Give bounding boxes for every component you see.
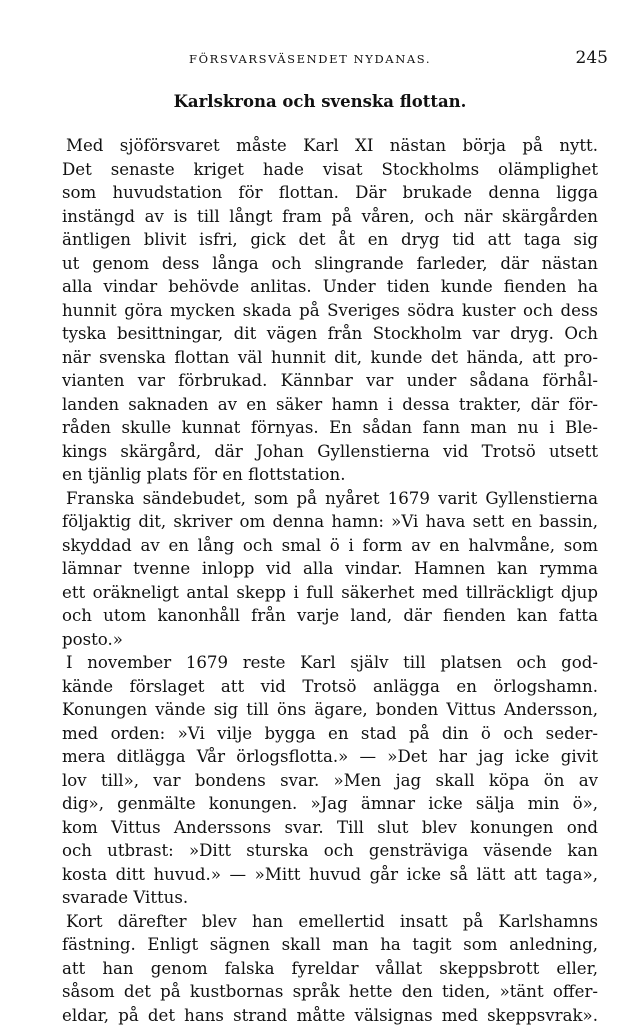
text-line: Konungen vände sig till öns ägare, bonden Vittus Andersson, — [62, 698, 598, 722]
text-line: Med sjöförsvaret måste Karl XI nästan börja på nytt. — [62, 134, 598, 158]
page-header — [60, 48, 608, 72]
text-line: en tjänlig plats för en flottstation. — [62, 463, 598, 487]
text-line: svarade Vittus. — [62, 886, 598, 910]
text-line: med orden: »Vi vilje bygga en stad på din ö och seder- — [62, 722, 598, 746]
text-line: råden skulle kunnat förnyas. En sådan fann man nu i Ble- — [62, 416, 598, 440]
text-line: posto.» — [62, 628, 598, 652]
text-line: ut genom dess långa och slingrande farleder, där nästan — [62, 252, 598, 276]
page-number: 245 — [576, 48, 608, 68]
running-title: FÖRSVARSVÄSENDET NYDANAS. — [189, 52, 431, 66]
text-line: och utom kanonhåll från varje land, där fienden kan fatta — [62, 604, 598, 628]
text-line: landen saknaden av en säker hamn i dessa trakter, där för- — [62, 393, 598, 417]
text-line: Kort därefter blev han emellertid insatt på Karlshamns — [62, 910, 598, 934]
text-line: hunnit göra mycken skada på Sveriges södra kuster och dess — [62, 299, 598, 323]
text-line: kände förslaget att vid Trotsö anlägga en örlogshamn. — [62, 675, 598, 699]
text-line: eldar, på det hans strand måtte välsignas med skeppsvrak». — [62, 1004, 598, 1027]
text-line: och utbrast: »Ditt sturska och gensträviga väsende kan — [62, 839, 598, 863]
text-line: fästning. Enligt sägnen skall man ha tagit som anledning, — [62, 933, 598, 957]
text-line: instängd av is till långt fram på våren, och när skärgården — [62, 205, 598, 229]
text-line: I november 1679 reste Karl själv till platsen och god- — [62, 651, 598, 675]
text-line: ett oräkneligt antal skepp i full säkerhet med tillräckligt djup — [62, 581, 598, 605]
text-line: när svenska flottan väl hunnit dit, kunde det hända, att pro- — [62, 346, 598, 370]
text-line: lov till», var bondens svar. »Men jag skall köpa ön av — [62, 769, 598, 793]
text-line: såsom det på kustbornas språk hette den tiden, »tänt offer- — [62, 980, 598, 1004]
text-line: att han genom falska fyreldar vållat skeppsbrott eller, — [62, 957, 598, 981]
text-line: dig», genmälte konungen. »Jag ämnar icke sälja min ö», — [62, 792, 598, 816]
chapter-title: Karlskrona och svenska flottan. — [0, 92, 640, 111]
text-line: vianten var förbrukad. Kännbar var under sådana förhål- — [62, 369, 598, 393]
text-line: tyska besittningar, dit vägen från Stockholm var dryg. Och — [62, 322, 598, 346]
text-line: Det senaste kriget hade visat Stockholms olämplighet — [62, 158, 598, 182]
text-line: som huvudstation för flottan. Där brukade denna ligga — [62, 181, 598, 205]
text-line: kings skärgård, där Johan Gyllenstierna vid Trotsö utsett — [62, 440, 598, 464]
text-line: alla vindar behövde anlitas. Under tiden kunde fienden ha — [62, 275, 598, 299]
text-line: kosta ditt huvud.» — »Mitt huvud går icke så lätt att taga», — [62, 863, 598, 887]
text-line: kom Vittus Anderssons svar. Till slut blev konungen ond — [62, 816, 598, 840]
text-line: skyddad av en lång och smal ö i form av en halvmåne, som — [62, 534, 598, 558]
text-line: Franska sändebudet, som på nyåret 1679 varit Gyllenstierna — [62, 487, 598, 511]
text-line: följaktig dit, skriver om denna hamn: »Vi hava sett en bassin, — [62, 510, 598, 534]
text-line: lämnar tvenne inlopp vid alla vindar. Hamnen kan rymma — [62, 557, 598, 581]
text-line: mera ditlägga Vår örlogsflotta.» — »Det har jag icke givit — [62, 745, 598, 769]
body-text — [62, 134, 598, 1027]
text-line: äntligen blivit isfri, gick det åt en dryg tid att taga sig — [62, 228, 598, 252]
